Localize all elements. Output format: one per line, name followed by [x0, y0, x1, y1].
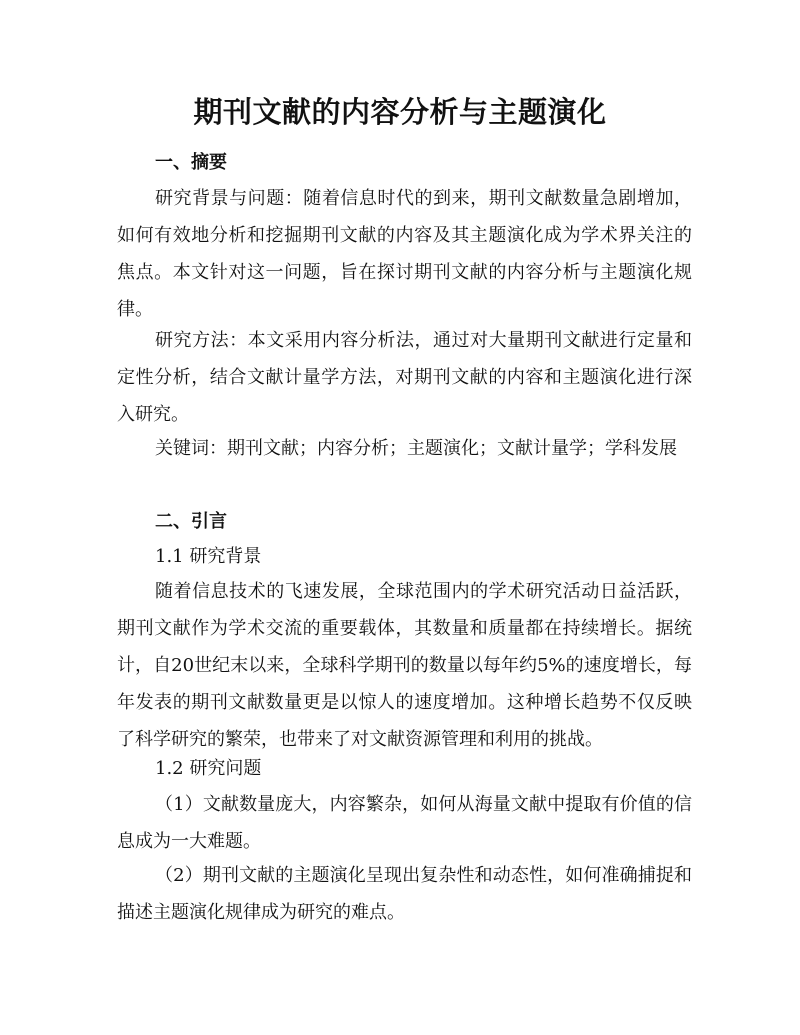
page-title: 期刊文献的内容分析与主题演化: [193, 95, 607, 129]
abstract-background-paragraph: 研究背景与问题：随着信息时代的到来，期刊文献数量急剧增加，如何有效地分析和挖掘期刊文献的内容及其主题演化成为学术界关注的焦点。本文针对这一问题，旨在探讨期刊文献的内容分析与主题演化规律。: [117, 188, 692, 320]
research-problem-item-1: （1）文献数量庞大，内容繁杂，如何从海量文献中提取有价值的信息成为一大难题。: [117, 794, 692, 852]
section-1-1-heading: 1.1 研究背景: [155, 546, 262, 567]
abstract-heading: 一、摘要: [155, 152, 227, 173]
abstract-keywords-paragraph: 关键词：期刊文献；内容分析；主题演化；文献计量学；学科发展: [155, 438, 677, 459]
section-1-2-heading: 1.2 研究问题: [155, 758, 262, 779]
abstract-methods-paragraph: 研究方法：本文采用内容分析法，通过对大量期刊文献进行定量和定性分析，结合文献计量学方法，对期刊文献的内容和主题演化进行深入研究。: [117, 330, 692, 425]
introduction-heading: 二、引言: [155, 511, 227, 532]
research-background-paragraph: 随着信息技术的飞速发展，全球范围内的学术研究活动日益活跃，期刊文献作为学术交流的重要载体，其数量和质量都在持续增长。据统计，自20世纪末以来，全球科学期刊的数量以每年约5%的速度增长，每年发表的期刊文献数量更是以惊人的速度增加。这种增长趋势不仅反映了科学研究的繁荣，也带来了对文献资源管理和利用的挑战。: [117, 581, 692, 750]
research-problem-item-2: （2）期刊文献的主题演化呈现出复杂性和动态性，如何准确捕捉和描述主题演化规律成为研究的难点。: [117, 865, 692, 923]
